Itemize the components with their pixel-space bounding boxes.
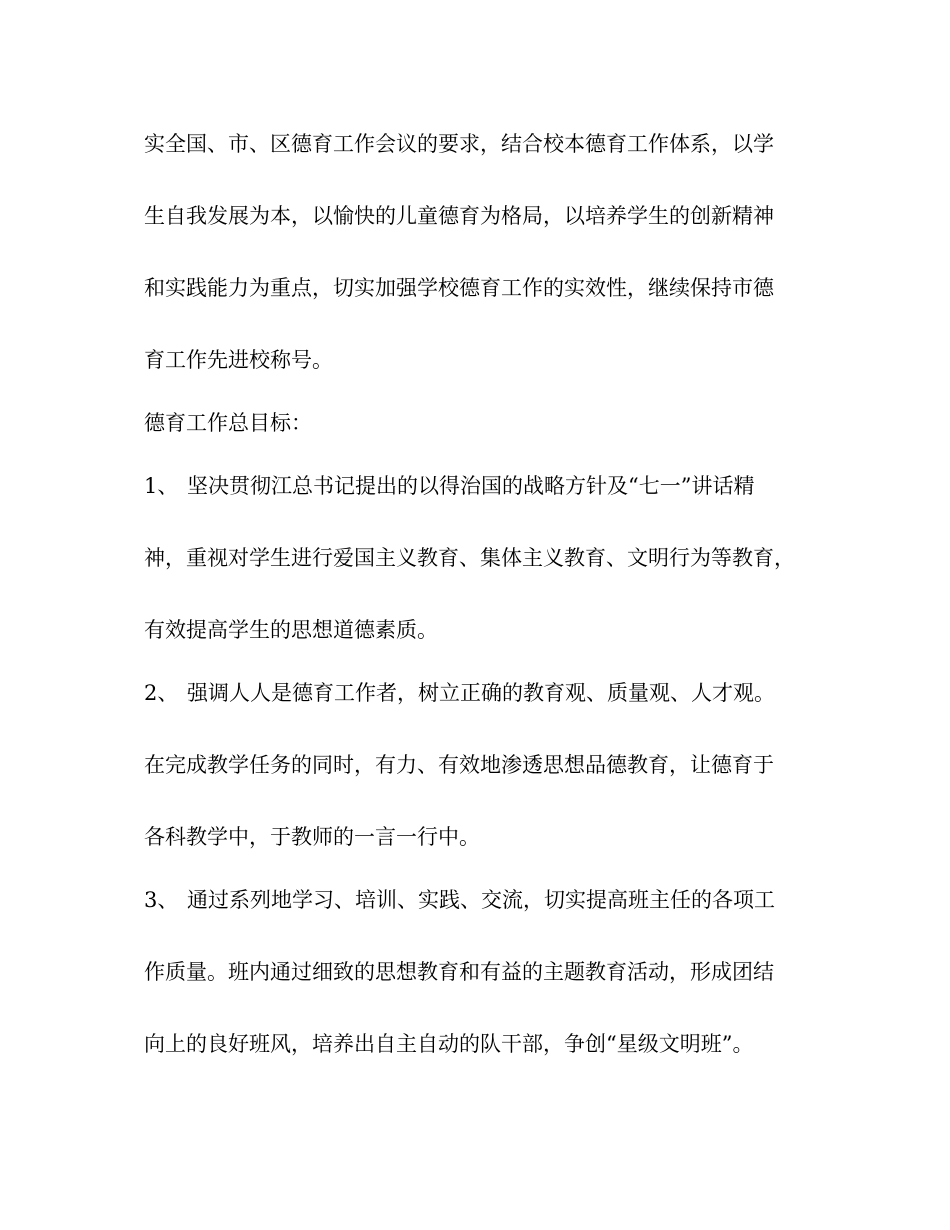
text-line: 作质量。班内通过细致的思想教育和有益的主题教育活动，形成团结 bbox=[144, 960, 774, 984]
text-line: 生自我发展为本，以愉快的儿童德育为格局，以培养学生的创新精神 bbox=[144, 204, 774, 228]
text-line: 强调人人是德育工作者，树立正确的教育观、质量观、人才观。 bbox=[187, 681, 775, 705]
list-item-2-first-line bbox=[144, 681, 775, 705]
text-line: 通过系列地学习、培训、实践、交流，切实提高班主任的各项工 bbox=[187, 888, 775, 912]
text-line: 神，重视对学生进行爱国主义教育、集体主义教育、文明行为等教育， bbox=[144, 546, 795, 570]
text-line: 向上的良好班风，培养出自主自动的队干部，争创“星级文明班”。 bbox=[144, 1032, 754, 1056]
list-number: 2、 bbox=[144, 681, 179, 705]
text-line: 有效提高学生的思想道德素质。 bbox=[144, 618, 438, 642]
section-heading: 德育工作总目标： bbox=[144, 411, 312, 435]
text-line: 实全国、市、区德育工作会议的要求，结合校本德育工作体系，以学 bbox=[144, 132, 774, 156]
text-line: 坚决贯彻江总书记提出的以得治国的战略方针及“七一”讲话精 bbox=[187, 474, 755, 498]
list-number: 1、 bbox=[144, 474, 179, 498]
text-line: 育工作先进校称号。 bbox=[144, 348, 333, 372]
list-number: 3、 bbox=[144, 888, 179, 912]
list-item-3-first-line bbox=[144, 888, 775, 912]
text-line: 各科教学中，于教师的一言一行中。 bbox=[144, 825, 480, 849]
text-line: 和实践能力为重点，切实加强学校德育工作的实效性，继续保持市德 bbox=[144, 276, 774, 300]
list-item-1-first-line bbox=[144, 474, 754, 498]
text-line: 在完成教学任务的同时，有力、有效地渗透思想品德教育，让德育于 bbox=[144, 753, 774, 777]
